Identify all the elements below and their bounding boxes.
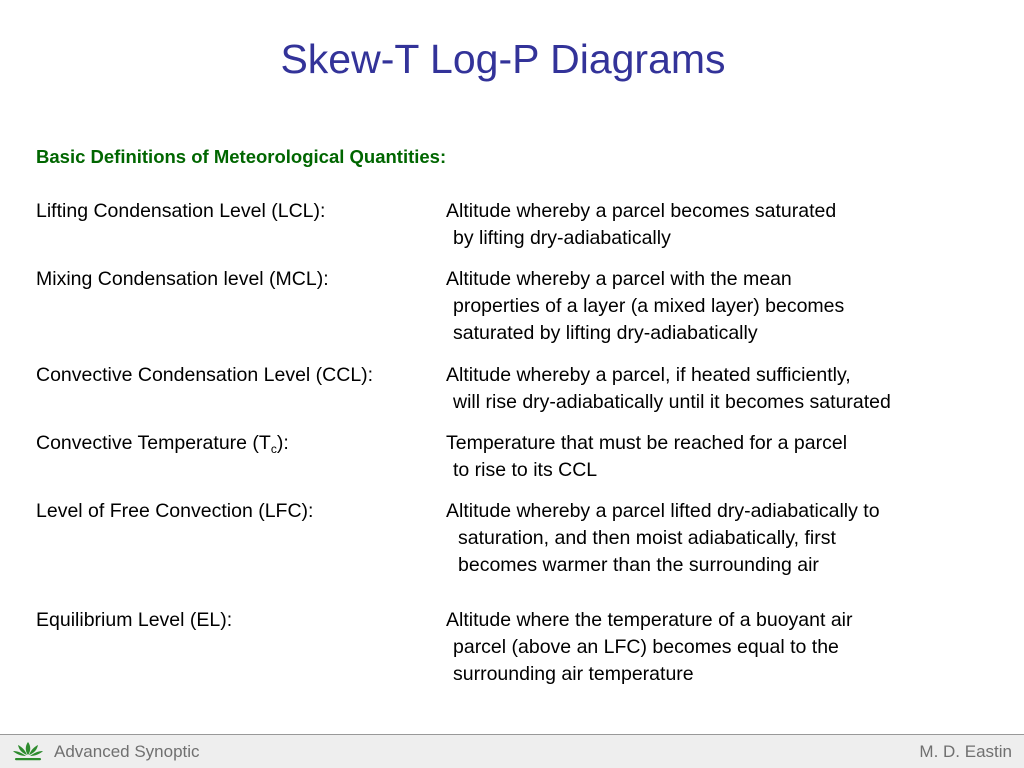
definition-term-mcl: Mixing Condensation level (MCL): <box>36 268 329 290</box>
definition-term-ccl: Convective Condensation Level (CCL): <box>36 364 374 386</box>
term-prefix: Convective Temperature (T <box>36 432 271 454</box>
description-line: properties of a layer (a mixed layer) becomes <box>453 295 845 317</box>
lotus-logo-icon <box>11 739 45 763</box>
description-line: Altitude whereby a parcel with the mean <box>446 268 792 290</box>
definition-description-el <box>446 607 853 688</box>
footer-bar <box>0 734 1024 768</box>
description-line: Temperature that must be reached for a parcel <box>446 432 848 454</box>
description-line: to rise to its CCL <box>453 459 598 481</box>
description-line: saturation, and then moist adiabatically, first <box>458 527 836 549</box>
description-line: Altitude whereby a parcel, if heated sufficiently, <box>446 364 851 386</box>
description-line: by lifting dry-adiabatically <box>453 227 671 249</box>
description-line: will rise dry-adiabatically until it becomes saturated <box>453 391 891 413</box>
slide-title: Skew-T Log-P Diagrams <box>280 36 726 82</box>
description-line: becomes warmer than the surrounding air <box>458 554 819 576</box>
definition-term-lcl: Lifting Condensation Level (LCL): <box>36 200 326 222</box>
definition-term-convective-temperature <box>36 430 289 457</box>
definition-description-lfc <box>446 498 880 579</box>
definition-term-el: Equilibrium Level (EL): <box>36 609 233 631</box>
section-heading: Basic Definitions of Meteorological Quantities: <box>36 146 447 167</box>
description-line: Altitude whereby a parcel becomes saturated <box>446 200 837 222</box>
definition-description-ccl <box>446 362 891 416</box>
term-subscript: c <box>270 442 277 456</box>
definition-description-convective-temperature <box>446 430 847 484</box>
term-suffix: ): <box>276 432 289 454</box>
description-line: surrounding air temperature <box>453 663 694 685</box>
definition-description-lcl <box>446 198 836 252</box>
description-line: Altitude where the temperature of a buoyant air <box>446 609 853 631</box>
footer-course: Advanced Synoptic <box>54 742 200 761</box>
description-line: saturated by lifting dry-adiabatically <box>453 322 758 344</box>
definition-description-mcl <box>446 266 844 347</box>
definition-term-lfc: Level of Free Convection (LFC): <box>36 500 314 522</box>
description-line: Altitude whereby a parcel lifted dry-adiabatically to <box>446 500 880 522</box>
description-line: parcel (above an LFC) becomes equal to the <box>453 636 839 658</box>
footer-author: M. D. Eastin <box>919 742 1012 761</box>
